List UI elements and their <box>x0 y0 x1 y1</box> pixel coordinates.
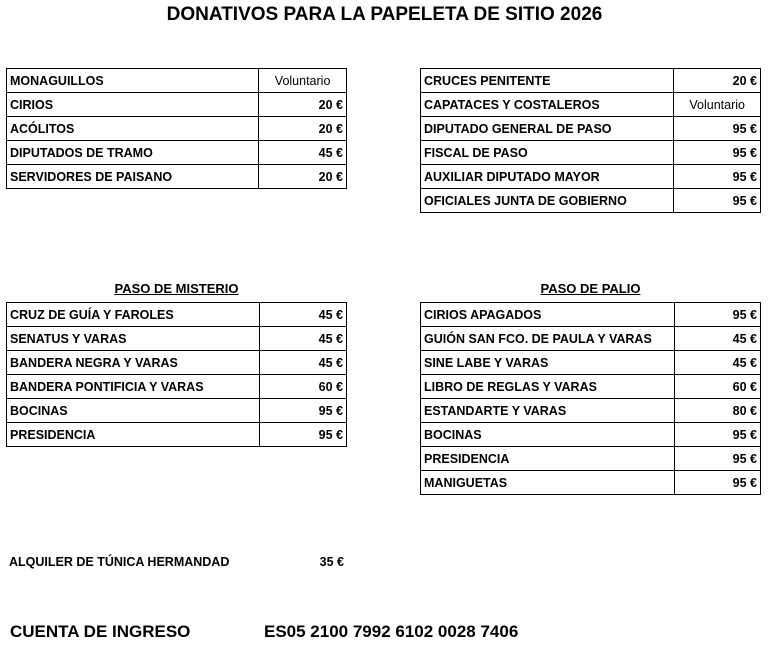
row-price: 20 € <box>259 93 347 117</box>
row-label: GUIÓN SAN FCO. DE PAULA Y VARAS <box>421 327 675 351</box>
row-price: 95 € <box>674 423 760 447</box>
row-price: 60 € <box>259 375 346 399</box>
table-row <box>7 93 347 117</box>
row-price: 95 € <box>259 423 346 447</box>
table-row <box>7 69 347 93</box>
row-label: CRUCES PENITENTE <box>421 69 674 93</box>
row-label: DIPUTADOS DE TRAMO <box>7 141 259 165</box>
table-row <box>7 423 347 447</box>
row-price: Voluntario <box>259 69 347 93</box>
row-price: 45 € <box>259 141 347 165</box>
palio-heading: PASO DE PALIO <box>540 281 641 296</box>
row-label: PRESIDENCIA <box>421 447 675 471</box>
table-row <box>421 303 761 327</box>
general-left-table <box>6 68 347 189</box>
row-label: BOCINAS <box>421 423 675 447</box>
table-row <box>421 447 761 471</box>
table-row <box>7 327 347 351</box>
row-label: SINE LABE Y VARAS <box>421 351 675 375</box>
account-iban: ES05 2100 7992 6102 0028 7406 <box>264 622 519 641</box>
table-row <box>421 189 761 213</box>
row-label: CIRIOS APAGADOS <box>421 303 675 327</box>
row-price: Voluntario <box>674 93 761 117</box>
row-label: CIRIOS <box>7 93 259 117</box>
row-label: AUXILIAR DIPUTADO MAYOR <box>421 165 674 189</box>
row-price: 95 € <box>259 399 346 423</box>
row-label: SENATUS Y VARAS <box>7 327 260 351</box>
table-row <box>7 141 347 165</box>
rental-price: 35 € <box>319 555 344 569</box>
table-row <box>421 375 761 399</box>
row-price: 45 € <box>259 327 346 351</box>
row-label: ESTANDARTE Y VARAS <box>421 399 675 423</box>
table-row <box>421 423 761 447</box>
table-row <box>421 165 761 189</box>
row-price: 20 € <box>674 69 761 93</box>
row-label: DIPUTADO GENERAL DE PASO <box>421 117 674 141</box>
row-label: ACÓLITOS <box>7 117 259 141</box>
row-price: 95 € <box>674 141 761 165</box>
row-price: 95 € <box>674 447 760 471</box>
table-row <box>421 117 761 141</box>
table-row <box>421 69 761 93</box>
misterio-heading: PASO DE MISTERIO <box>114 281 239 296</box>
row-price: 45 € <box>259 303 346 327</box>
row-price: 20 € <box>259 165 347 189</box>
table-row <box>421 351 761 375</box>
table-row <box>7 399 347 423</box>
table-row <box>421 327 761 351</box>
row-label: OFICIALES JUNTA DE GOBIERNO <box>421 189 674 213</box>
row-label: PRESIDENCIA <box>7 423 260 447</box>
table-row <box>7 375 347 399</box>
row-label: FISCAL DE PASO <box>421 141 674 165</box>
row-label: BOCINAS <box>7 399 260 423</box>
row-price: 95 € <box>674 303 760 327</box>
table-row <box>7 351 347 375</box>
page-title: DONATIVOS PARA LA PAPELETA DE SITIO 2026 <box>166 4 603 25</box>
table-row <box>7 165 347 189</box>
row-price: 20 € <box>259 117 347 141</box>
row-price: 95 € <box>674 165 761 189</box>
row-price: 95 € <box>674 117 761 141</box>
row-label: LIBRO DE REGLAS Y VARAS <box>421 375 675 399</box>
row-price: 45 € <box>674 327 760 351</box>
general-right-table <box>420 68 761 213</box>
row-label: BANDERA PONTIFICIA Y VARAS <box>7 375 260 399</box>
table-row <box>421 471 761 495</box>
table-row <box>421 141 761 165</box>
row-label: MANIGUETAS <box>421 471 675 495</box>
table-row <box>421 93 761 117</box>
row-label: BANDERA NEGRA Y VARAS <box>7 351 260 375</box>
row-price: 45 € <box>259 351 346 375</box>
row-price: 45 € <box>674 351 760 375</box>
account-label: CUENTA DE INGRESO <box>10 622 191 641</box>
rental-label: ALQUILER DE TÚNICA HERMANDAD <box>9 555 230 569</box>
row-label: SERVIDORES DE PAISANO <box>7 165 259 189</box>
row-label: CAPATACES Y COSTALEROS <box>421 93 674 117</box>
row-price: 80 € <box>674 399 760 423</box>
palio-table <box>420 302 761 495</box>
table-row <box>7 117 347 141</box>
row-label: MONAGUILLOS <box>7 69 259 93</box>
misterio-table <box>6 302 347 447</box>
row-price: 95 € <box>674 189 761 213</box>
table-row <box>7 303 347 327</box>
row-label: CRUZ DE GUÍA Y FAROLES <box>7 303 260 327</box>
row-price: 95 € <box>674 471 760 495</box>
row-price: 60 € <box>674 375 760 399</box>
table-row <box>421 399 761 423</box>
